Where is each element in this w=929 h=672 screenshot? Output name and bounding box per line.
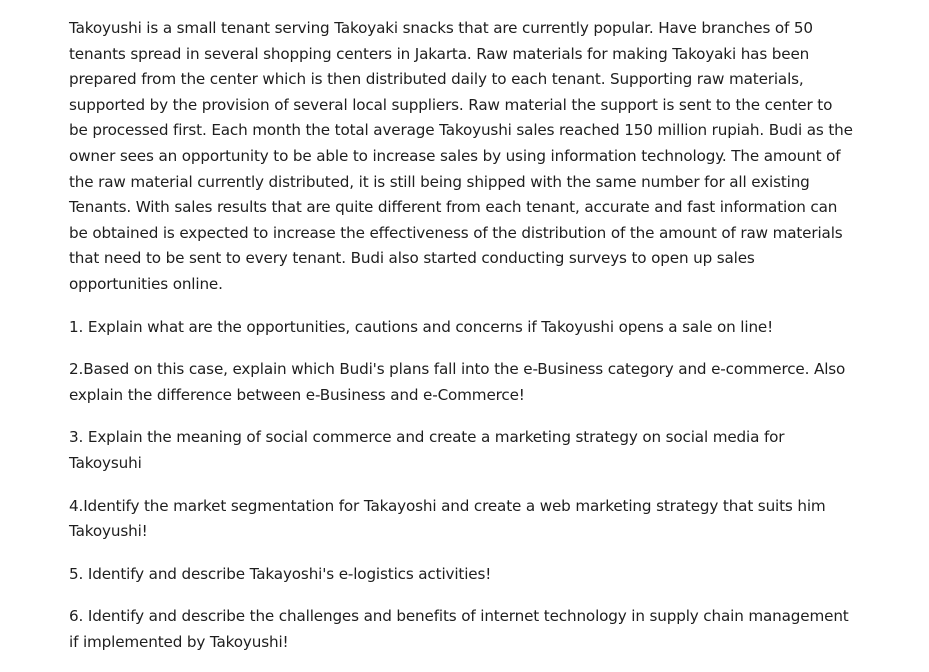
question-2: 2.Based on this case, explain which Budi's plans fall into the e-Business category and e-commerce. Also explain the difference between e-Business and e-Commerce! xyxy=(69,360,846,404)
question-1: 1. Explain what are the opportunities, cautions and concerns if Takoyushi opens a sale on line! xyxy=(69,317,774,336)
question-4: 4.Identify the market segmentation for Takayoshi and create a web marketing strategy that suits him Takoyushi! xyxy=(69,496,826,541)
question-6: 6. Identify and describe the challenges and benefits of internet technology in supply chain management if implemented by Takoyushi! xyxy=(69,607,849,651)
question-5: 5. Identify and describe Takayoshi's e-logistics activities! xyxy=(69,564,492,583)
case-description-paragraph: Takoyushi is a small tenant serving Takoyaki snacks that are currently popular. Have branches of 50 tenants spread in several shopping centers in Jakarta. Raw materials for making Takoyaki has been prepared from the center which is then distributed daily to each tenant. Supporting raw materials, supported by the provision of several local suppliers. Raw material the support is sent to the center to be processed first. Each month the total average Takoyushi sales reached 150 million rupiah. Budi as the owner sees an opportunity to be able to increase sales by using information technology. The amount of the raw material currently distributed, it is still being shipped with the same number for all existing Tenants. With sales results that are quite different from each tenant, accurate and fast information can be obtained is expected to increase the effectiveness of the distribution of the amount of raw materials that need to be sent to every tenant. Budi also started conducting surveys to open up sales opportunities online. xyxy=(69,19,853,293)
question-3: 3. Explain the meaning of social commerce and create a marketing strategy on social media for Takoysuhi xyxy=(69,428,785,472)
document-body xyxy=(69,16,855,672)
